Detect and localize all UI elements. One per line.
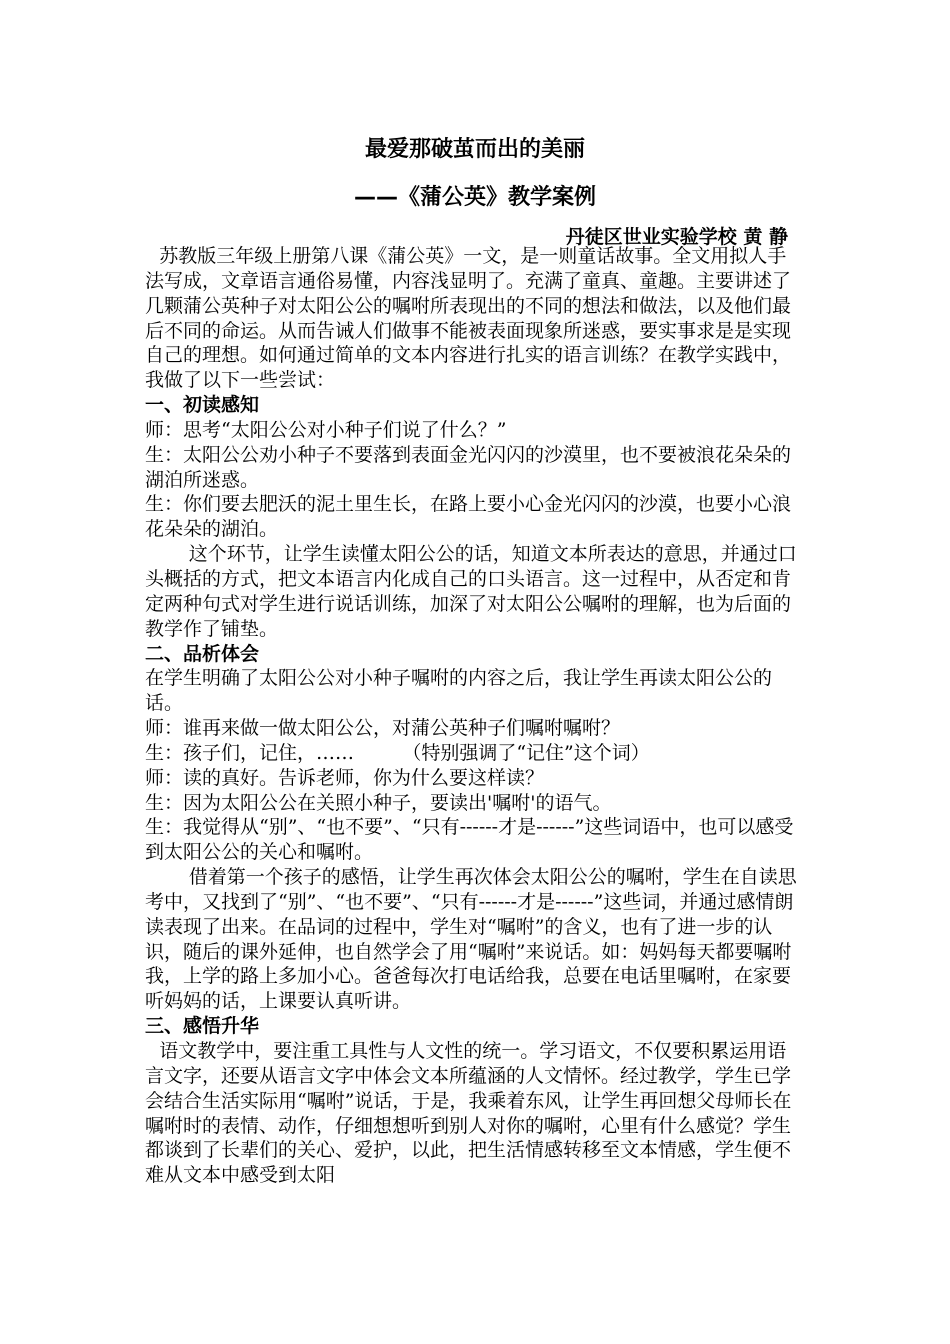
commentary-paragraph: 这个环节，让学生读懂太阳公公的话，知道文本所表达的意思，并通过口头概括的方式，把文本语言内化成自己的口头语言。这一过程中，从否定和肯定两种句式对学生进行说话训练，加深了对太阳公公嘱咐的理解，也为后面的教学作了铺垫。 <box>145 543 797 640</box>
document-subtitle: ——《蒲公英》教学案例 <box>353 185 596 210</box>
body-paragraph: 在学生明确了太阳公公对小种子嘱咐的内容之后，我让学生再读太阳公公的话。 <box>145 667 773 715</box>
dialogue-line: 师：思考“太阳公公对小种子们说了什么？” <box>145 418 507 441</box>
dialogue-line: 生：因为太阳公公在关照小种子，要读出'嘱咐'的语气。 <box>145 791 612 814</box>
document-title: 最爱那破茧而出的美丽 <box>364 137 585 162</box>
dialogue-line: 生：我觉得从“别”、“也不要”、“只有------才是------”这些词语中，也可以感受到太阳公公的关心和嘱咐。 <box>145 816 794 864</box>
dialogue-line: 生：孩子们，记住，…… （特别强调了“记住”这个词） <box>145 741 650 764</box>
dialogue-line: 师：读的真好。告诉老师，你为什么要这样读？ <box>145 766 545 789</box>
dialogue-line: 生：你们要去肥沃的泥土里生长，在路上要小心金光闪闪的沙漠，也要小心浪花朵朵的湖泊。 <box>145 493 792 541</box>
commentary-paragraph: 借着第一个孩子的感悟，让学生再次体会太阳公公的嘱咐，学生在自读思考中，又找到了“别”、“也不要”、“只有------才是------”这些词，并通过感情朗读表现了出来。在品词的过程中，学生对“嘱咐”的含义，也有了进一步的认识，随后的课外延伸，也自然学会了用“嘱咐”来说话。如：妈妈每天都要嘱咐我，上学的路上多加小心。爸爸每次打电话给我，总要在电话里嘱咐，在家要听妈妈的话，上课要认真听讲。 <box>145 866 797 1013</box>
section-heading-3: 三、感悟升华 <box>145 1015 260 1038</box>
author-line: 丹徒区世业实验学校 黄 静 <box>565 226 788 248</box>
body-paragraph: 语文教学中，要注重工具性与人文性的统一。学习语文，不仅要积累运用语言文字，还要从语言文字中体会文本所蕴涵的人文情怀。经过教学，学生已学会结合生活实际用“嘱咐”说话，于是，我乘着东风，让学生再回想父母师长在嘱咐时的表情、动作，仔细想想听到别人对你的嘱咐，心里有什么感觉？学生都谈到了长辈们的关心、爱护，以此，把生活情感转移至文本情感，学生便不难从文本中感受到太阳 <box>145 1040 792 1187</box>
section-heading-1: 一、初读感知 <box>145 394 260 417</box>
dialogue-line: 生：太阳公公劝小种子不要落到表面金光闪闪的沙漠里，也不要被浪花朵朵的湖泊所迷惑。 <box>145 443 792 491</box>
dialogue-line: 师：谁再来做一做太阳公公，对蒲公英种子们嘱咐嘱咐？ <box>145 717 621 740</box>
section-heading-2: 二、品析体会 <box>145 642 260 665</box>
intro-paragraph: 苏教版三年级上册第八课《蒲公英》一文，是一则童话故事。全文用拟人手法写成，文章语言通俗易懂，内容浅显明了。充满了童真、童趣。主要讲述了几颗蒲公英种子对太阳公公的嘱咐所表现出的不同的想法和做法，以及他们最后不同的命运。从而告诫人们做事不能被表面现象所迷惑，要实事求是是实现自己的理想。如何通过简单的文本内容进行扎实的语言训练？在教学实践中，我做了以下一些尝试： <box>145 245 792 392</box>
document-body <box>145 244 805 1188</box>
